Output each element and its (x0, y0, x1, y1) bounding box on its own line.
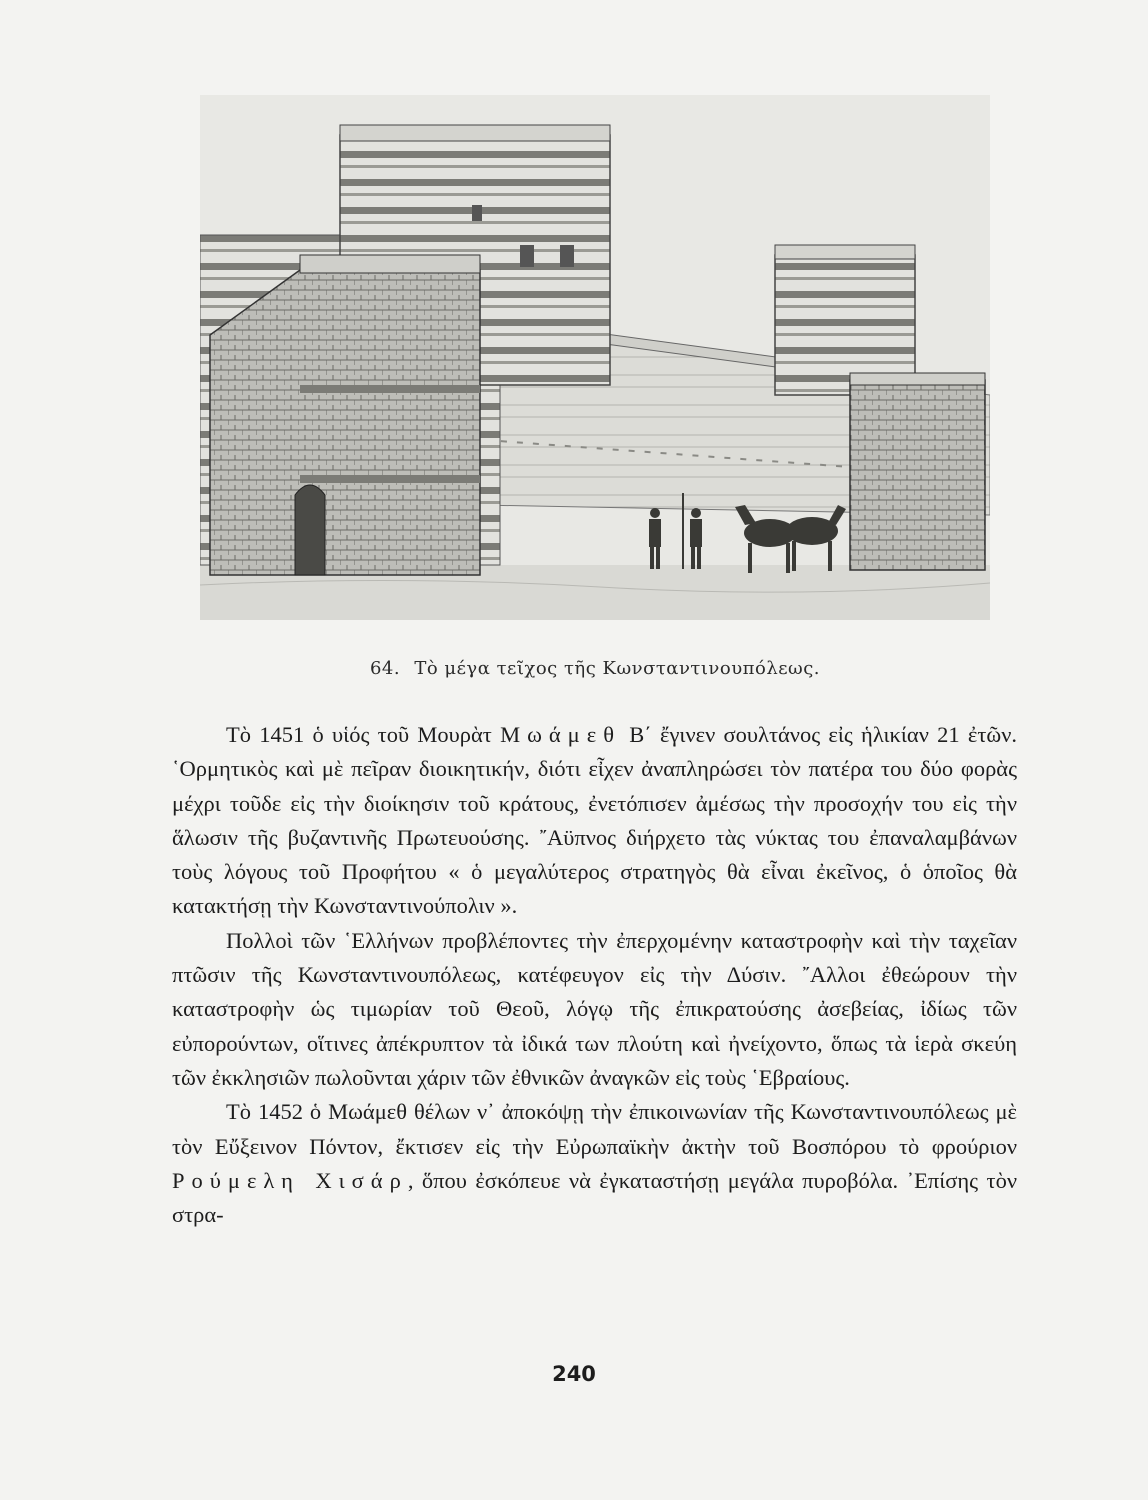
figure-caption (200, 658, 990, 679)
paragraph-3-text-b: , ὅπου ἐσκόπευε νὰ ἐγκαταστήσῃ μεγάλα πυροβόλα. ᾿Επίσης τὸν στρα- (172, 1167, 1018, 1228)
wall-illustration (200, 95, 990, 620)
illustration-drawing (200, 95, 990, 620)
paragraph-1-text-a: Τὸ 1451 ὁ υἱός τοῦ Μουρὰτ (226, 722, 501, 747)
paragraph-3 (172, 1095, 1017, 1232)
figure-caption-text: Τὸ μέγα τεῖχος τῆς Κωνσταντινουπόλεως. (414, 658, 821, 679)
paragraph-2: Πολλοὶ τῶν ῾Ελλήνων προβλέποντες τὴν ἐπερχομένην καταστροφὴν καὶ τὴν ταχεῖαν πτῶσιν τῆς Κωνσταντινουπόλεως, κατέφευγον εἰς τὴν Δύσιν. ῎Αλλοι ἐθεώρουν τὴν καταστροφὴν ὡς τιμωρίαν τοῦ Θεοῦ, λόγῳ τῆς ἐπικρατούσης ἀσεβείας, ἰδίως τῶν εὐπορούντων, οἵτινες ἀπέκρυπτον τὰ ἰδικά των πλούτη καὶ ἠνείχοντο, ὅπως τὰ ἱερὰ σκεύη τῶν ἐκκλησιῶν πωλοῦνται χάριν τῶν ἐθνικῶν ἀναγκῶν εἰς τοὺς ῾Εβραίους. (172, 927, 1017, 1090)
body-text (172, 718, 1017, 1232)
paragraph-1 (172, 718, 1017, 924)
paragraph-1-text-b: Β΄ ἔγινεν σουλτάνος εἰς ἡλικίαν 21 ἐτῶν. ῾Ορμητικὸς καὶ μὲ πεῖραν διοικητικήν, διότι εἶχεν ἀναπληρώσει τὸν πατέρα του δύο φορὰς μέχρι τοῦδε εἰς τὴν διοίκησιν τοῦ κράτους, ἐνετόπισεν ἀμέσως τὴν προσοχήν του εἰς τὴν ἅλωσιν τῆς βυζαντινῆς Πρωτευούσης. ῎Αϋπνος διήρχετο τὰς νύκτας του ἐπαναλαμβάνων τοὺς λόγους τοῦ Προφήτου « ὁ μεγαλύτερος στρατηγὸς θὰ εἶναι ἐκεῖνος, ὁ ὁποῖος θὰ κατακτήσῃ τὴν Κωνσταντινούπολιν ». (172, 722, 1017, 919)
paragraph-3-text-a: Τὸ 1452 ὁ Μωάμεθ θέλων ν᾽ ἀποκόψῃ τὴν ἐπικοινωνίαν τῆς Κωνσταντινουπόλεως μὲ τὸν Εὔξεινον Πόντον, ἔκτισεν εἰς τὴν Εὐρωπαϊκὴν ἀκτὴν τοῦ Βοσπόρου τὸ φρούριον (172, 1099, 1017, 1159)
name-rumeli-hisar: Ρούμελη Χισάρ (172, 1167, 408, 1193)
name-mohammed: Μωάμεθ (500, 722, 621, 747)
page-number: 240 (552, 1362, 596, 1386)
figure-number: 64. (369, 658, 401, 679)
